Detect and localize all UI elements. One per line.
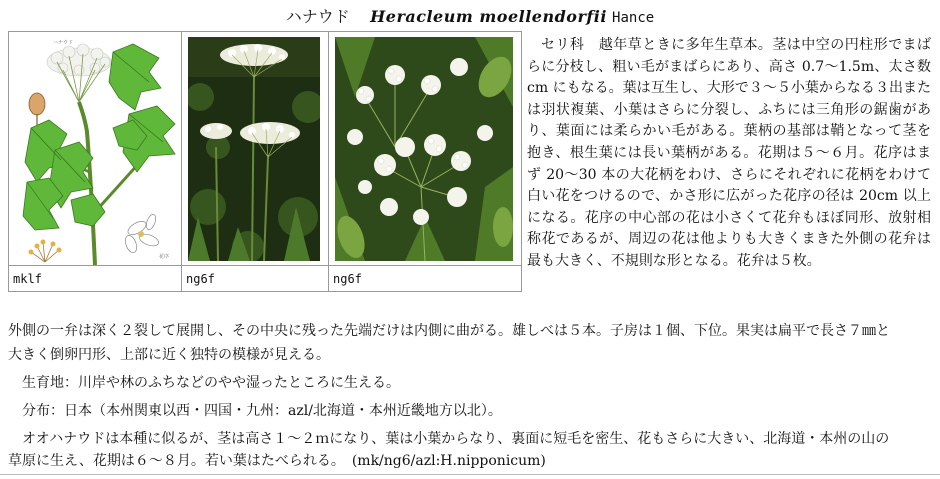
title-japanese: ハナウド xyxy=(285,7,350,26)
related-species-note-2: 草原に生え、花期は６〜８月。若い葉はたべられる。 (mk/ng6/azl:H.nipponicum) xyxy=(8,453,546,469)
related-species-note: オオハナウドは本種に似るが、茎は高さ１〜２ｍになり、葉は小葉からなり、裏面に短毛を密生、花もさらに大きい、北海道・本州の山の xyxy=(22,431,890,447)
title-author: Hance xyxy=(612,10,655,26)
flower-closeup-photo-icon xyxy=(335,37,513,261)
figure-cell-3 xyxy=(329,32,522,266)
illustration-label: ハナウド xyxy=(53,40,74,46)
figure-caption: ng6f xyxy=(329,266,522,292)
figure-caption: ng6f xyxy=(182,266,329,292)
bottom-divider xyxy=(0,474,940,475)
distribution-text: 分布：日本（本州関東以西・四国・九州：azl/北海道・本州近畿地方以北）。 xyxy=(22,403,502,419)
description-continued-2: 大きく倒卵円形、上部に近く独特の模様が見える。 xyxy=(8,347,330,363)
figure-table xyxy=(8,31,522,292)
page-title xyxy=(0,7,940,28)
illustration-label: 花序 xyxy=(159,254,170,260)
figure-caption: mklf xyxy=(9,266,182,292)
botanical-illustration-icon xyxy=(9,32,181,265)
habitat-text: 生育地：川岸や林のふちなどのやや湿ったところに生える。 xyxy=(22,375,400,391)
description-continued: 外側の一弁は深く２裂して展開し、その中央に残った先端だけは内側に曲がる。雄しべは５本。子房は１個、下位。果実は扁平で長さ７㎜と xyxy=(8,323,890,339)
plant-photo-icon xyxy=(188,37,320,261)
description-paragraph: セリ科 越年草ときに多年生草本。茎は中空の円柱形でまばらに分枝し、粗い毛がまばらにあり、高さ 0.7〜1.5m、太さ数 cm にもなる。葉は互生し、大形で３〜５小葉からなる３出または羽状複葉、小葉はさらに分裂し、ふちには三角形の鋸歯があり、葉面には柔らかい毛がある。葉柄の基部は鞘となって茎を抱き、根生葉には長い葉柄がある。花期は５〜６月。花序はまず 20〜30 本の大花柄をわけ、さらにそれぞれに花柄をわけて白い花をつけるので、かさ形に広がった花序の径は 20cm 以上になる。花序の中心部の花は小さくて花弁もほぼ同形、放射相称花であるが、周辺の花は他よりも大きくまきた外側の花弁は最も大きく、不規則な形となる。花弁は５枚。 xyxy=(527,37,931,269)
figure-cell-2 xyxy=(182,32,329,266)
figure-cell-1 xyxy=(9,32,182,266)
title-scientific-name: Heracleum moellendorfii xyxy=(370,7,607,26)
